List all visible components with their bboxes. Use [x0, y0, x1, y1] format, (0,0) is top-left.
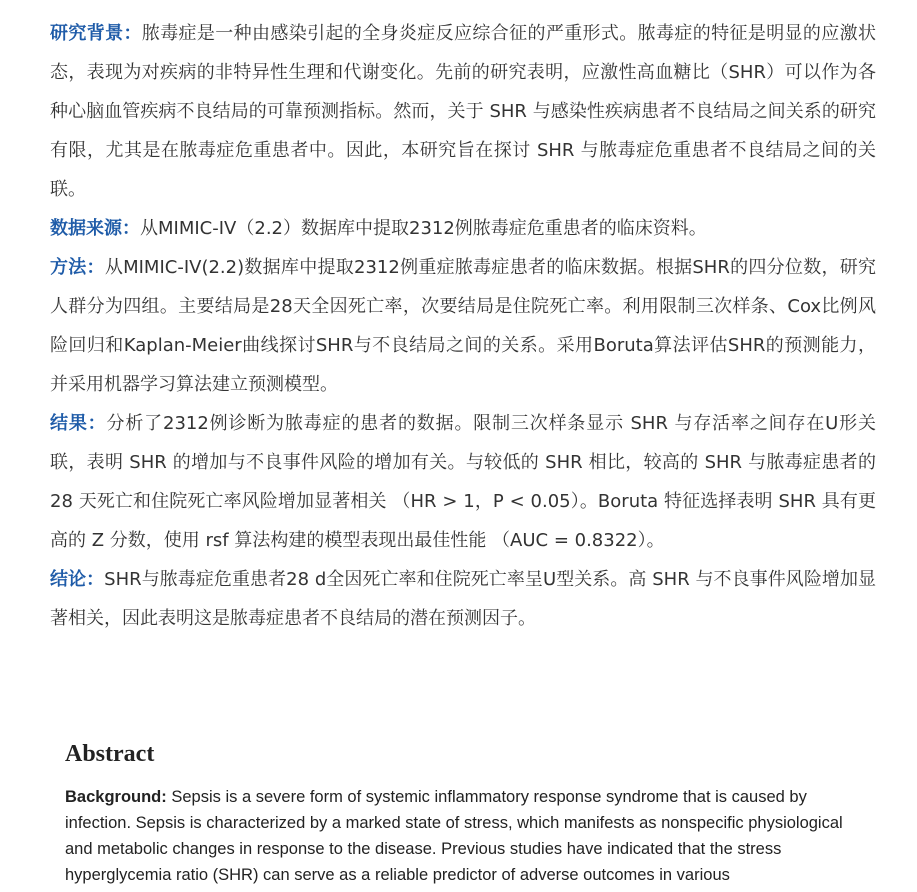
en-background-paragraph — [65, 784, 865, 888]
en-background-label: Background: — [65, 788, 167, 806]
abstract-heading: Abstract — [65, 741, 155, 767]
english-abstract — [65, 738, 865, 888]
cn-data-source-paragraph — [50, 209, 876, 248]
cn-results-label: 结果： — [50, 413, 107, 434]
chinese-abstract — [50, 14, 876, 638]
cn-results-text: 分析了2312例诊断为脓毒症的患者的数据。限制三次样条显示 SHR 与存活率之间存在U形关联，表明 SHR 的增加与不良事件风险的增加有关。与较低的 SHR 相比，较高的 SHR 与脓毒症患者的 28 天死亡和住院死亡率风险增加显著相关 （HR > 1，P < 0.05）。Boruta 特征选择表明 SHR 具有更高的 Z 分数，使用 rsf 算法构建的模型表现出最佳性能 （AUC = 0.8322）。 — [50, 413, 876, 551]
cn-conclusion-text: SHR与脓毒症危重患者28 d全因死亡率和住院死亡率呈U型关系。高 SHR 与不良事件风险增加显著相关，因此表明这是脓毒症患者不良结局的潜在预测因子。 — [50, 569, 876, 629]
cn-background-text: 脓毒症是一种由感染引起的全身炎症反应综合征的严重形式。脓毒症的特征是明显的应激状态，表现为对疾病的非特异性生理和代谢变化。先前的研究表明，应激性高血糖比（SHR）可以作为各种心脑血管疾病不良结局的可靠预测指标。然而，关于 SHR 与感染性疾病患者不良结局之间关系的研究有限，尤其是在脓毒症危重患者中。因此，本研究旨在探讨 SHR 与脓毒症危重患者不良结局之间的关联。 — [50, 23, 877, 200]
en-background-text: Sepsis is a severe form of systemic inflammatory response syndrome that is caused by infection. Sepsis is characterized by a marked state of stress, which manifests as nonspecific physiological and metabolic changes in response to the disease. Previous studies have indicated that the stress hyperglycemia ratio (SHR) can serve as a reliable predictor of adverse outcomes in various — [65, 788, 843, 884]
cn-data-source-text: 从MIMIC-IV（2.2）数据库中提取2312例脓毒症危重患者的临床资料。 — [140, 218, 707, 239]
cn-background-paragraph — [50, 14, 876, 209]
cn-data-source-label: 数据来源： — [50, 218, 140, 239]
cn-methods-label: 方法： — [50, 257, 105, 278]
cn-background-label: 研究背景： — [50, 23, 142, 44]
cn-results-paragraph — [50, 404, 876, 560]
cn-methods-paragraph — [50, 248, 876, 404]
cn-methods-text: 从MIMIC-IV(2.2)数据库中提取2312例重症脓毒症患者的临床数据。根据SHR的四分位数，研究人群分为四组。主要结局是28天全因死亡率，次要结局是住院死亡率。利用限制三次样条、Cox比例风险回归和Kaplan-Meier曲线探讨SHR与不良结局之间的关系。采用Boruta算法评估SHR的预测能力，并采用机器学习算法建立预测模型。 — [50, 257, 876, 395]
cn-conclusion-paragraph — [50, 560, 876, 638]
cn-conclusion-label: 结论： — [50, 569, 105, 590]
